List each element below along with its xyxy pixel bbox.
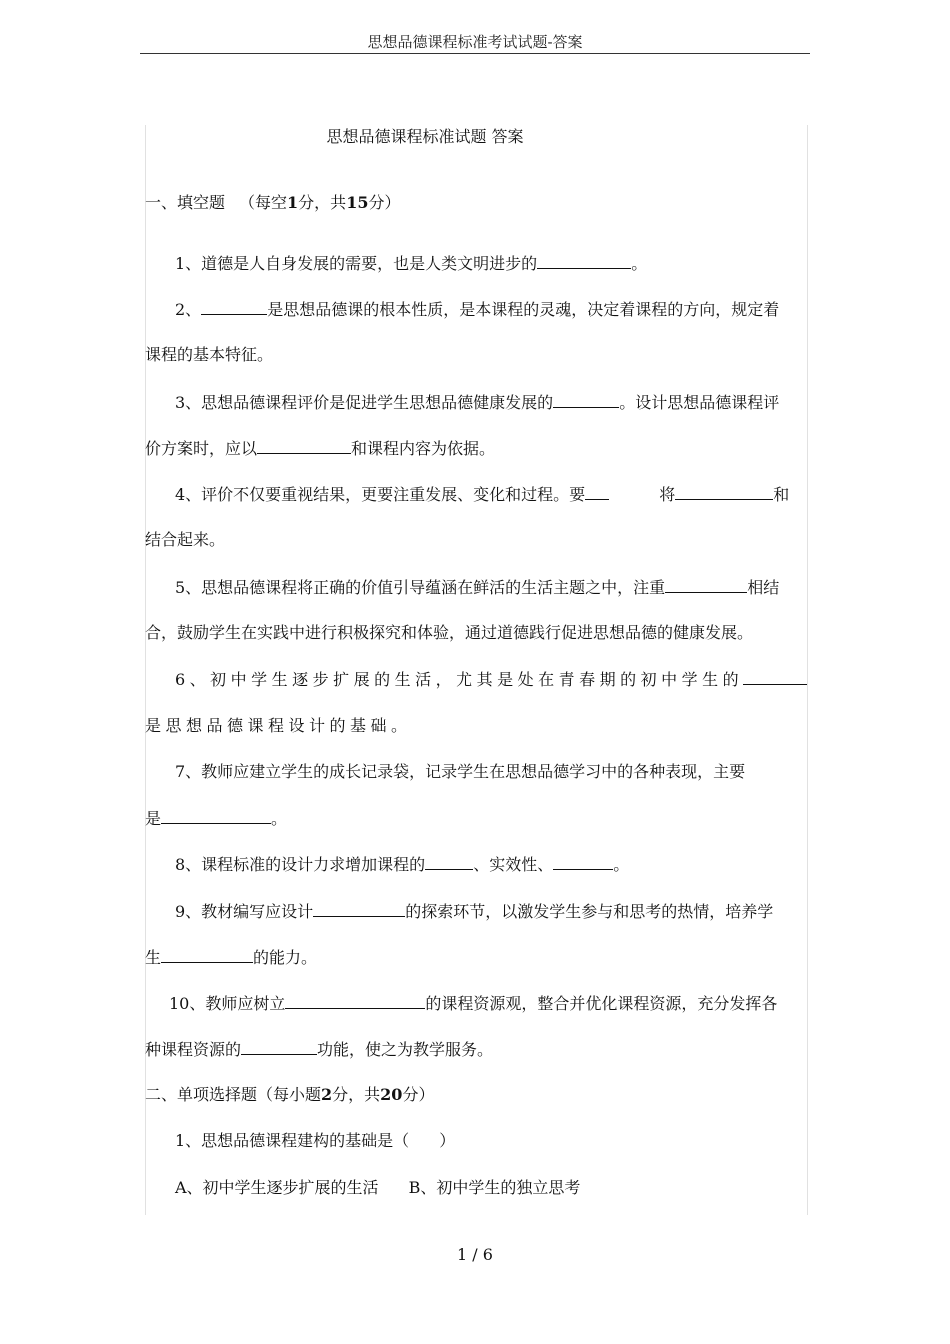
question-2-cont: 课程的基本特征。: [145, 345, 274, 364]
answer-blank: [537, 252, 631, 269]
answer-blank: [743, 668, 807, 685]
option-b: B、初中学生的独立思考: [408, 1178, 581, 1197]
question-6: 6、初中学生逐步扩展的生活，尤其是处在青春期的初中学生的: [145, 668, 807, 691]
question-5-cont: 合，鼓励学生在实践中进行积极探究和体验，通过道德践行促进思想品德的健康发展。: [145, 623, 754, 642]
section-1-heading: 一、填空题 （每空1分，共15分）: [145, 193, 401, 212]
answer-blank: [285, 992, 425, 1009]
document-title: 思想品德课程标准试题 答案: [326, 127, 524, 146]
answer-blank: [313, 900, 405, 917]
page-number: 1 / 6: [457, 1245, 493, 1264]
section-2-heading: 二、单项选择题（每小题2分，共20分）: [145, 1085, 435, 1104]
right-margin-line: [807, 125, 808, 1215]
question-3: 3、思想品德课程评价是促进学生思想品德健康发展的 。设计思想品德课程评: [175, 393, 780, 412]
answer-blank: [241, 1038, 317, 1055]
answer-blank: [161, 807, 271, 824]
answer-blank: [665, 576, 747, 593]
question-9: 9、教材编写应设计 的探索环节，以激发学生参与和思考的热情，培养学: [175, 902, 774, 921]
question-7-cont: 是 。: [145, 809, 288, 828]
answer-blank: [257, 437, 351, 454]
option-a: A、初中学生逐步扩展的生活: [175, 1178, 379, 1197]
question-4: 4、评价不仅要重视结果，更要注重发展、变化和过程。要 将 和: [175, 485, 790, 504]
question-2: 2、 是思想品德课的根本性质，是本课程的灵魂，决定着课程的方向，规定着: [175, 300, 780, 319]
question-4-cont: 结合起来。: [145, 530, 226, 549]
answer-blank: [161, 946, 253, 963]
answer-blank: [553, 391, 619, 408]
question-9-cont: 生 的能力。: [145, 948, 318, 967]
question-3-cont: 价方案时，应以 和课程内容为依据。: [145, 439, 496, 458]
answer-blank: [553, 853, 613, 870]
question-6-cont: 是思想品德课程设计的基础。: [145, 716, 412, 735]
answer-blank: [675, 483, 773, 500]
answer-blank: [425, 853, 473, 870]
mc-question-1: 1、思想品德课程建构的基础是（ ）: [175, 1131, 456, 1150]
answer-blank: [201, 298, 267, 315]
question-8: 8、课程标准的设计力求增加课程的 、实效性、 。: [175, 855, 630, 874]
mc-question-1-options: [145, 1177, 807, 1199]
running-header: 思想品德课程标准考试试题-答案: [367, 33, 583, 51]
question-1: 1、道德是人自身发展的需要，也是人类文明进步的 。: [175, 254, 648, 273]
question-5: 5、思想品德课程将正确的价值引导蕴涵在鲜活的生活主题之中，注重 相结: [175, 578, 780, 597]
answer-blank: [585, 483, 609, 500]
question-7: 7、教师应建立学生的成长记录袋，记录学生在思想品德学习中的各种表现，主要: [175, 762, 746, 781]
question-10-cont: 种课程资源的 功能，使之为教学服务。: [145, 1040, 494, 1059]
question-10: 10、教师应树立 的课程资源观，整合并优化课程资源，充分发挥各: [169, 994, 778, 1013]
header-divider: [140, 53, 810, 54]
